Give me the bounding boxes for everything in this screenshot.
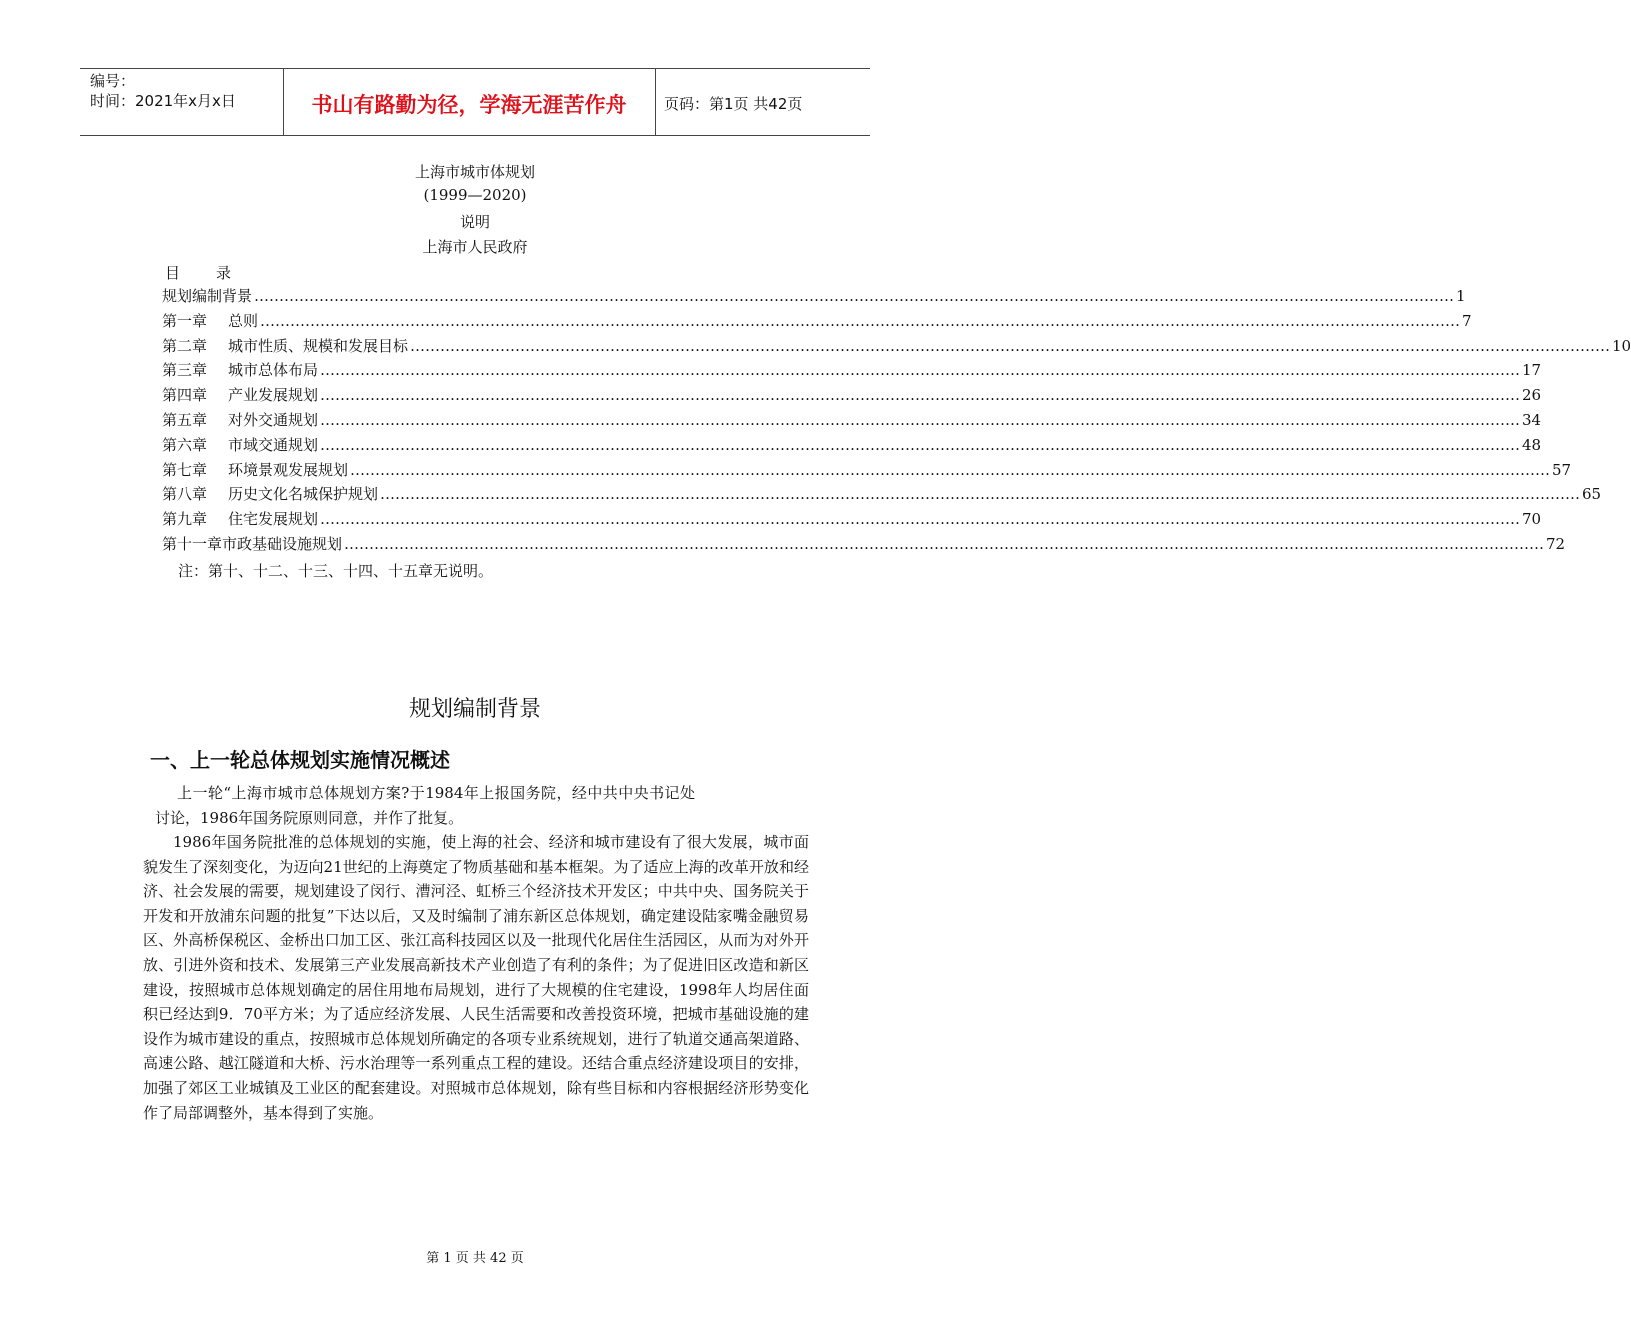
toc-item-leader: …………………………………………………………………………………………………………………………………………………………………………………………………………………… <box>410 336 1611 355</box>
header-top-rule <box>80 68 870 69</box>
paragraph-1: 上一轮“上海市城市总体规划方案?于1984年上报国务院，经中共中央书记处讨论，1986年国务院原则同意，并作了批复。 <box>155 784 695 827</box>
toc-item <box>162 433 1542 458</box>
toc-item-title: 产业发展规划 <box>228 386 319 405</box>
toc-item-title: 规划编制背景 <box>162 287 253 305</box>
toc-item-chapter: 第二章 <box>162 336 208 355</box>
toc-item-chapter: 第三章 <box>162 361 208 380</box>
toc-item-title: 城市总体布局 <box>228 361 319 380</box>
header-motto: 书山有路勤为径，学海无涯苦作舟 <box>311 93 627 117</box>
toc-item-title: 总则 <box>228 311 259 330</box>
doc-issuer: 上海市人民政府 <box>422 238 528 256</box>
toc-item-leader: …………………………………………………………………………………………………………………………………………………………………………………………………………………… <box>320 410 1521 429</box>
toc-item <box>162 334 1631 359</box>
toc-item-title: 市域交通规划 <box>228 435 319 454</box>
header-bottom-rule <box>80 135 870 136</box>
toc-item <box>162 309 1472 334</box>
doc-title: 上海市城市体规划 <box>414 163 535 181</box>
toc-item-leader: …………………………………………………………………………………………………………………………………………………………………………………………………………………… <box>320 510 1521 529</box>
doc-subtitle: 说明 <box>459 213 490 231</box>
toc-item-page: 65 <box>1582 485 1602 504</box>
toc-item-page: 72 <box>1546 534 1566 553</box>
header-time-label: 时间：2021年x月x日 <box>90 92 236 110</box>
toc-item-title: 历史文化名城保护规划 <box>228 485 379 504</box>
toc-item <box>162 532 1566 557</box>
toc-item-title: 城市性质、规模和发展目标 <box>228 336 409 355</box>
toc-list <box>162 284 1631 557</box>
toc-item-page: 26 <box>1522 386 1542 405</box>
toc-item-chapter: 第九章 <box>162 510 208 529</box>
header-page-info: 页码：第1页 共42页 <box>664 95 803 113</box>
page-footer: 第 1 页 共 42 页 <box>426 1251 524 1266</box>
toc-heading: 目 录 <box>165 264 234 282</box>
toc-item-page: 70 <box>1522 510 1542 529</box>
header-left-cell <box>90 71 236 111</box>
toc-item-chapter: 第一章 <box>162 311 208 330</box>
toc-item-leader: …………………………………………………………………………………………………………………………………………………………………………………………………………………… <box>350 460 1551 479</box>
toc-item-chapter: 第五章 <box>162 410 208 429</box>
toc-item-leader: …………………………………………………………………………………………………………………………………………………………………………………………………………………… <box>344 534 1545 553</box>
toc-item <box>162 284 1466 309</box>
toc-item-chapter: 第六章 <box>162 435 208 454</box>
toc-item-page: 10 <box>1612 336 1631 355</box>
toc-item <box>162 358 1542 383</box>
toc-item-chapter: 第八章 <box>162 485 208 504</box>
doc-years: (1999—2020) <box>423 186 527 204</box>
toc-item-chapter: 第七章 <box>162 460 208 479</box>
toc-item-title: 环境景观发展规划 <box>228 460 349 479</box>
header-divider-right <box>655 68 656 135</box>
toc-item <box>162 507 1542 532</box>
toc-item-page: 57 <box>1552 460 1572 479</box>
toc-item-page: 34 <box>1522 410 1542 429</box>
toc-item-title: 住宅发展规划 <box>228 510 319 529</box>
toc-item-page: 7 <box>1462 311 1472 330</box>
toc-note: 注：第十、十二、十三、十四、十五章无说明。 <box>178 562 494 580</box>
toc-item-leader: …………………………………………………………………………………………………………………………………………………………………………………………………………………… <box>380 485 1581 504</box>
toc-item <box>162 482 1602 507</box>
toc-item-leader: …………………………………………………………………………………………………………………………………………………………………………………………………………………… <box>254 287 1455 305</box>
toc-item-leader: …………………………………………………………………………………………………………………………………………………………………………………………………………………… <box>320 386 1521 405</box>
toc-item-chapter: 第四章 <box>162 386 208 405</box>
toc-item <box>162 383 1542 408</box>
toc-item-page: 17 <box>1522 361 1542 380</box>
toc-item-page: 48 <box>1522 435 1542 454</box>
section-title: 规划编制背景 <box>408 697 541 722</box>
toc-item <box>162 408 1542 433</box>
toc-item-leader: …………………………………………………………………………………………………………………………………………………………………………………………………………………… <box>260 311 1461 330</box>
toc-item-leader: …………………………………………………………………………………………………………………………………………………………………………………………………………………… <box>320 435 1521 454</box>
paragraph-2: 1986年国务院批准的总体规划的实施，使上海的社会、经济和城市建设有了很大发展，城市面貌发生了深刻变化，为迈向21世纪的上海奠定了物质基础和基本框架。为了适应上海的改革开放和经济、社会发展的需要，规划建设了闵行、漕河泾、虹桥三个经济技术开发区；中共中央、国务院关于开发和开放浦东问题的批复”下达以后，又及时编制了浦东新区总体规划，确定建设陆家嘴金融贸易区、外高桥保税区、金桥出口加工区、张江高科技园区以及一批现代化居住生活园区，从而为对外开放、引进外资和技术、发展第三产业发展高新技术产业创造了有利的条件；为了促进旧区改造和新区建设，按照城市总体规划确定的居住用地布局规划，进行了大规模的住宅建设，1998年人均居住面积已经达到9．70平方米；为了适应经济发展、人民生活需要和改善投资环境，把城市基础设施的建设作为城市建设的重点，按照城市总体规划所确定的各项专业系统规划，进行了轨道交通高架道路、高速公路、越江隧道和大桥、污水治理等一系列重点工程的建设。还结合重点经济建设项目的安排，加强了郊区工业城镇及工业区的配套建设。对照城市总体规划，除有些目标和内容根据经济形势变化作了局部调整外，基本得到了实施。 <box>143 833 809 1122</box>
section-subtitle: 一、上一轮总体规划实施情况概述 <box>150 748 450 772</box>
toc-item <box>162 458 1572 483</box>
header-number-label: 编号： <box>90 72 136 90</box>
toc-item-page: 1 <box>1456 287 1466 305</box>
toc-item-leader: …………………………………………………………………………………………………………………………………………………………………………………………………………………… <box>320 361 1521 380</box>
toc-item-title: 第十一章市政基础设施规划 <box>162 534 343 553</box>
toc-item-title: 对外交通规划 <box>228 410 319 429</box>
